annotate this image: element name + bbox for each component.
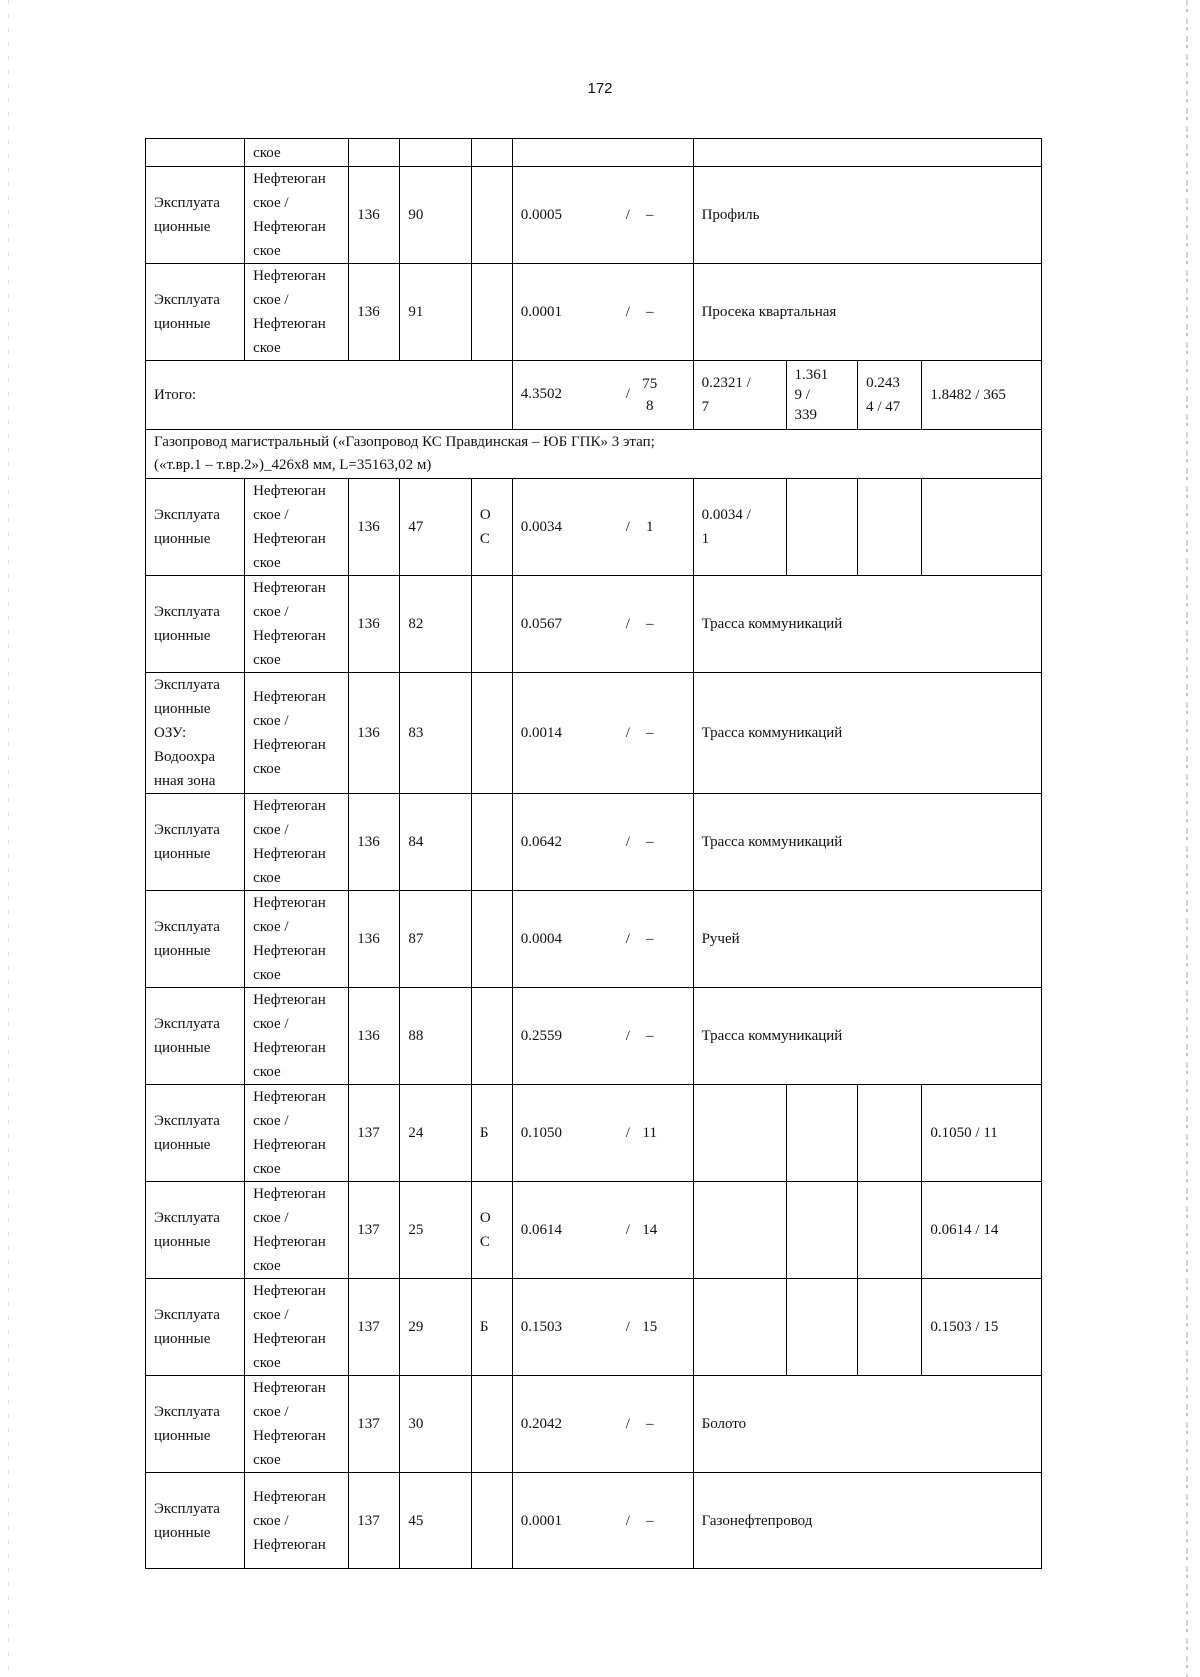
description-cell: Болото	[693, 1376, 1041, 1473]
place-cell-line: Нефтеюган	[253, 1428, 326, 1444]
quarter-cell: 136	[349, 988, 400, 1085]
total-value-4: 1.8482 / 365	[922, 361, 1042, 430]
description-cell: Трасса коммуникаций	[693, 673, 1041, 794]
value-cell-1	[693, 479, 786, 576]
place-cell-line: Нефтеюган	[253, 580, 326, 596]
place-cell-line: Нефтеюган	[253, 171, 326, 187]
category-cell-line: Б	[479, 1125, 489, 1141]
type-cell-line: Эксплуата	[154, 195, 220, 211]
area-cell	[512, 479, 693, 576]
type-cell	[146, 988, 245, 1085]
category-cell	[471, 479, 512, 576]
type-cell-line: ционные	[154, 531, 211, 547]
place-cell-line: ское	[253, 967, 281, 983]
type-cell	[146, 1376, 245, 1473]
place-cell-line: ское	[253, 870, 281, 886]
type-cell-line: ционные	[154, 943, 211, 959]
value-cell-2	[786, 1279, 858, 1376]
type-cell	[146, 139, 245, 167]
scan-edge-left	[8, 0, 9, 1677]
group-header	[146, 430, 1042, 479]
place-cell-line: ское	[253, 243, 281, 259]
table-row	[146, 673, 1042, 794]
area-count: –	[646, 931, 654, 947]
plot-cell: 91	[400, 264, 472, 361]
type-cell-line: Эксплуата	[154, 822, 220, 838]
description-cell: Трасса коммуникаций	[693, 988, 1041, 1085]
type-cell-line: Эксплуата	[154, 507, 220, 523]
table-row	[146, 891, 1042, 988]
description-cell: Трасса коммуникаций	[693, 576, 1041, 673]
plot-cell: 30	[400, 1376, 472, 1473]
quarter-cell: 136	[349, 167, 400, 264]
total-row	[146, 361, 1042, 430]
place-cell	[245, 794, 349, 891]
area-count: 14	[642, 1222, 658, 1238]
type-cell	[146, 673, 245, 794]
value-cell-4	[922, 479, 1042, 576]
group-header-line: Газопровод магистральный («Газопровод КС Правдинская – ЮБ ГПК» 3 этап;	[154, 434, 655, 450]
place-cell-line: ское	[253, 1161, 281, 1177]
area-separator: /	[625, 1319, 630, 1335]
area-cell	[512, 576, 693, 673]
category-cell	[471, 1182, 512, 1279]
place-cell-line: Нефтеюган	[253, 1488, 326, 1505]
description-cell: Профиль	[693, 167, 1041, 264]
group-header-line: («т.вр.1 – т.вр.2»)_426х8 мм, L=35163,02 м)	[154, 457, 432, 473]
category-cell-line: Б	[479, 1319, 489, 1335]
area-cell	[512, 988, 693, 1085]
place-cell-line: ское /	[253, 713, 289, 729]
type-cell-line: ционные	[154, 219, 211, 235]
area-separator: /	[625, 616, 630, 632]
place-cell-line: Нефтеюган	[253, 1536, 326, 1553]
category-cell	[471, 1376, 512, 1473]
area-count-line: 75	[642, 376, 658, 392]
place-cell-line: Нефтеюган	[253, 943, 326, 959]
place-cell-line: Нефтеюган	[253, 1283, 326, 1299]
area-count: –	[646, 1512, 654, 1529]
place-cell-line: Нефтеюган	[253, 689, 326, 705]
plot-cell: 83	[400, 673, 472, 794]
category-cell	[471, 794, 512, 891]
quarter-cell: 137	[349, 1085, 400, 1182]
place-cell-line: ское /	[253, 1016, 289, 1032]
quarter-cell: 136	[349, 576, 400, 673]
area-value: 0.0004	[520, 931, 562, 947]
place-cell	[245, 1085, 349, 1182]
place-cell-line: Нефтеюган	[253, 268, 326, 284]
description-cell: Просека квартальная	[693, 264, 1041, 361]
place-cell-line: ское	[253, 652, 281, 668]
category-cell	[471, 139, 512, 167]
place-cell-line: Нефтеюган	[253, 628, 326, 644]
place-cell-line: ское /	[253, 919, 289, 935]
area-separator: /	[625, 834, 630, 850]
value-cell-4: 0.1503 / 15	[922, 1279, 1042, 1376]
place-cell-line: ское /	[253, 1113, 289, 1129]
value-cell-2	[786, 1182, 858, 1279]
area-separator: /	[625, 207, 630, 223]
quarter-cell: 136	[349, 479, 400, 576]
area-value: 4.3502	[520, 386, 562, 403]
type-cell-line: Водоохра	[154, 749, 215, 765]
place-cell-line: ское /	[253, 604, 289, 620]
table-row	[146, 167, 1042, 264]
place-cell-line: ское /	[253, 1404, 289, 1420]
quarter-cell: 136	[349, 264, 400, 361]
description-cell: Трасса коммуникаций	[693, 794, 1041, 891]
plot-cell: 47	[400, 479, 472, 576]
table-body	[146, 139, 1042, 1569]
place-cell-line: Нефтеюган	[253, 316, 326, 332]
area-count: –	[646, 1028, 654, 1044]
value-cell-4: 0.1050 / 11	[922, 1085, 1042, 1182]
table-row	[146, 139, 1042, 167]
area-cell	[512, 264, 693, 361]
place-cell	[245, 673, 349, 794]
type-cell-line: ционные	[154, 628, 211, 644]
total-value-3-line: 0.243	[866, 375, 900, 391]
area-value: 0.1503	[520, 1319, 562, 1335]
quarter-cell: 136	[349, 891, 400, 988]
area-count: 11	[642, 1125, 657, 1141]
category-cell	[471, 988, 512, 1085]
type-cell	[146, 1182, 245, 1279]
type-cell	[146, 1085, 245, 1182]
area-value: 0.0014	[520, 725, 562, 741]
area-cell	[512, 1376, 693, 1473]
category-cell	[471, 1085, 512, 1182]
plot-cell: 87	[400, 891, 472, 988]
type-cell-line: Эксплуата	[154, 1307, 220, 1323]
category-cell	[471, 673, 512, 794]
total-value-1-line: 7	[701, 399, 710, 415]
area-separator: /	[625, 725, 630, 741]
area-cell	[512, 1473, 693, 1569]
page-number: 172	[587, 80, 613, 97]
area-value: 0.0001	[520, 304, 562, 320]
type-cell	[146, 891, 245, 988]
place-cell-line: ское	[253, 340, 281, 356]
place-cell	[245, 1473, 349, 1569]
area-value: 0.1050	[520, 1125, 562, 1141]
place-cell-line: Нефтеюган	[253, 798, 326, 814]
type-cell-line: ционные	[154, 1234, 211, 1250]
value-cell-4: 0.0614 / 14	[922, 1182, 1042, 1279]
type-cell	[146, 479, 245, 576]
place-cell	[245, 988, 349, 1085]
value-cell-1	[693, 1182, 786, 1279]
area-count	[640, 373, 660, 417]
land-plots-table	[145, 138, 1042, 1569]
total-label: Итого:	[146, 361, 513, 430]
area-separator: /	[625, 1512, 630, 1529]
place-cell-line: Нефтеюган	[253, 1234, 326, 1250]
category-cell	[471, 167, 512, 264]
type-cell	[146, 576, 245, 673]
place-cell-line: Нефтеюган	[253, 1089, 326, 1105]
value-cell-1	[693, 1279, 786, 1376]
category-cell-line: О	[479, 507, 491, 523]
place-cell-line: Нефтеюган	[253, 846, 326, 862]
category-cell	[471, 576, 512, 673]
type-cell	[146, 167, 245, 264]
area-separator: /	[625, 931, 630, 947]
type-cell-line: Эксплуата	[154, 1404, 220, 1420]
area-separator: /	[625, 1028, 630, 1044]
place-cell-line: ское	[253, 555, 281, 571]
place-cell-line: Нефтеюган	[253, 895, 326, 911]
value-cell-2	[786, 479, 858, 576]
type-cell	[146, 1279, 245, 1376]
place-cell	[245, 167, 349, 264]
area-cell	[512, 891, 693, 988]
type-cell-line: ционные	[154, 1137, 211, 1153]
type-cell-line: Эксплуата	[154, 604, 220, 620]
place-cell-line: Нефтеюган	[253, 1040, 326, 1056]
group-header-row	[146, 430, 1042, 479]
place-cell-line: ское	[253, 1452, 281, 1468]
area-cell	[512, 139, 693, 167]
area-count: –	[646, 207, 654, 223]
area-count: –	[646, 304, 654, 320]
table-row	[146, 794, 1042, 891]
type-cell-line: Эксплуата	[154, 1016, 220, 1032]
type-cell-line: ционные	[154, 846, 211, 862]
type-cell	[146, 1473, 245, 1569]
category-cell	[471, 891, 512, 988]
category-cell-line: С	[479, 1234, 490, 1250]
table-row	[146, 479, 1042, 576]
total-value-2-line: 9 /	[794, 387, 810, 403]
place-cell-line: Нефтеюган	[253, 1137, 326, 1153]
area-count: 15	[642, 1319, 658, 1335]
plot-cell: 82	[400, 576, 472, 673]
table-row	[146, 576, 1042, 673]
area-cell	[512, 361, 693, 430]
place-cell-line: ское /	[253, 1512, 289, 1529]
type-cell-line: ОЗУ:	[154, 725, 187, 741]
place-cell	[245, 1376, 349, 1473]
table-row	[146, 1085, 1042, 1182]
area-cell	[512, 673, 693, 794]
value-cell-1	[693, 1085, 786, 1182]
quarter-cell: 137	[349, 1376, 400, 1473]
type-cell-line: ционные	[154, 1524, 211, 1541]
area-count: –	[646, 1416, 654, 1432]
plot-cell: 29	[400, 1279, 472, 1376]
area-count: –	[646, 616, 654, 632]
quarter-cell: 136	[349, 673, 400, 794]
quarter-cell: 137	[349, 1473, 400, 1569]
place-cell-line: Нефтеюган	[253, 1380, 326, 1396]
total-value-2-line: 339	[794, 407, 818, 423]
area-count: –	[646, 725, 654, 741]
place-cell	[245, 1279, 349, 1376]
value-cell-1-line: 1	[701, 531, 710, 547]
place-cell-line: Нефтеюган	[253, 737, 326, 753]
category-cell-line: О	[479, 1210, 491, 1226]
place-cell-line: Нефтеюган	[253, 531, 326, 547]
place-cell-line: ское	[253, 1258, 281, 1274]
description-cell: Ручей	[693, 891, 1041, 988]
total-value-1-line: 0.2321 /	[701, 375, 751, 391]
plot-cell: 84	[400, 794, 472, 891]
scan-edge-right	[1186, 0, 1188, 1677]
value-cell-2	[786, 1085, 858, 1182]
area-value: 0.0614	[520, 1222, 562, 1238]
area-separator: /	[625, 386, 630, 403]
table-row	[146, 1376, 1042, 1473]
area-separator: /	[625, 519, 630, 535]
total-value-3	[858, 361, 922, 430]
area-value: 0.2042	[520, 1416, 562, 1432]
category-cell	[471, 264, 512, 361]
place-cell-line: ское /	[253, 1210, 289, 1226]
area-count-line: 8	[646, 398, 654, 414]
table-row	[146, 264, 1042, 361]
table-row	[146, 1473, 1042, 1569]
area-cell	[512, 794, 693, 891]
type-cell-line: ционные	[154, 316, 211, 332]
value-cell-3	[858, 479, 922, 576]
total-value-2-line: 1.361	[794, 367, 829, 383]
type-cell-line: Эксплуата	[154, 1500, 220, 1517]
area-value: 0.2559	[520, 1028, 562, 1044]
description-cell: Газонефтепровод	[693, 1473, 1041, 1569]
type-cell-line: ционные	[154, 1428, 211, 1444]
value-cell-3	[858, 1085, 922, 1182]
place-cell-line: ское	[253, 1064, 281, 1080]
place-cell-line: Нефтеюган	[253, 483, 326, 499]
quarter-cell	[349, 139, 400, 167]
table-row	[146, 1182, 1042, 1279]
place-cell-line: ское /	[253, 822, 289, 838]
plot-cell: 45	[400, 1473, 472, 1569]
category-cell	[471, 1279, 512, 1376]
value-cell-1-line: 0.0034 /	[701, 507, 751, 523]
plot-cell: 90	[400, 167, 472, 264]
category-cell	[471, 1473, 512, 1569]
place-cell-line: ское /	[253, 1307, 289, 1323]
value-cell-3	[858, 1279, 922, 1376]
place-cell-line: ское /	[253, 507, 289, 523]
place-cell-line: Нефтеюган	[253, 219, 326, 235]
type-cell-line: ционные	[154, 1331, 211, 1347]
type-cell-line: Эксплуата	[154, 919, 220, 935]
place-cell: ское	[245, 139, 349, 167]
area-separator: /	[625, 304, 630, 320]
place-cell-line: Нефтеюган	[253, 1331, 326, 1347]
table-row	[146, 1279, 1042, 1376]
quarter-cell: 136	[349, 794, 400, 891]
table-row	[146, 988, 1042, 1085]
total-value-1	[693, 361, 786, 430]
place-cell-line: ское	[253, 1355, 281, 1371]
quarter-cell: 137	[349, 1279, 400, 1376]
type-cell	[146, 264, 245, 361]
description-cell	[693, 139, 1041, 167]
plot-cell: 25	[400, 1182, 472, 1279]
type-cell-line: ционные	[154, 701, 211, 717]
total-value-2	[786, 361, 858, 430]
area-value: 0.0005	[520, 207, 562, 223]
type-cell-line: Эксплуата	[154, 677, 220, 693]
plot-cell: 24	[400, 1085, 472, 1182]
value-cell-3	[858, 1182, 922, 1279]
area-separator: /	[625, 1222, 630, 1238]
area-cell	[512, 1279, 693, 1376]
place-cell	[245, 479, 349, 576]
area-count: –	[646, 834, 654, 850]
place-cell-line: ское /	[253, 292, 289, 308]
type-cell	[146, 794, 245, 891]
area-cell	[512, 1085, 693, 1182]
type-cell-line: ционные	[154, 1040, 211, 1056]
place-cell	[245, 576, 349, 673]
area-cell	[512, 167, 693, 264]
area-value: 0.0001	[520, 1512, 562, 1529]
type-cell-line: Эксплуата	[154, 292, 220, 308]
total-value-3-line: 4 / 47	[866, 399, 901, 415]
place-cell	[245, 891, 349, 988]
area-value: 0.0034	[520, 519, 562, 535]
type-cell-line: Эксплуата	[154, 1113, 220, 1129]
type-cell-line: Эксплуата	[154, 1210, 220, 1226]
area-separator: /	[625, 1416, 630, 1432]
area-value: 0.0567	[520, 616, 562, 632]
category-cell-line: С	[479, 531, 490, 547]
area-count: 1	[646, 519, 654, 535]
type-cell-line: нная зона	[154, 773, 216, 789]
place-cell	[245, 264, 349, 361]
place-cell-line: ское	[253, 761, 281, 777]
area-separator: /	[625, 1125, 630, 1141]
quarter-cell: 137	[349, 1182, 400, 1279]
area-value: 0.0642	[520, 834, 562, 850]
place-cell-line: ское /	[253, 195, 289, 211]
plot-cell	[400, 139, 472, 167]
place-cell-line: Нефтеюган	[253, 992, 326, 1008]
plot-cell: 88	[400, 988, 472, 1085]
place-cell-line: Нефтеюган	[253, 1186, 326, 1202]
place-cell	[245, 1182, 349, 1279]
area-cell	[512, 1182, 693, 1279]
